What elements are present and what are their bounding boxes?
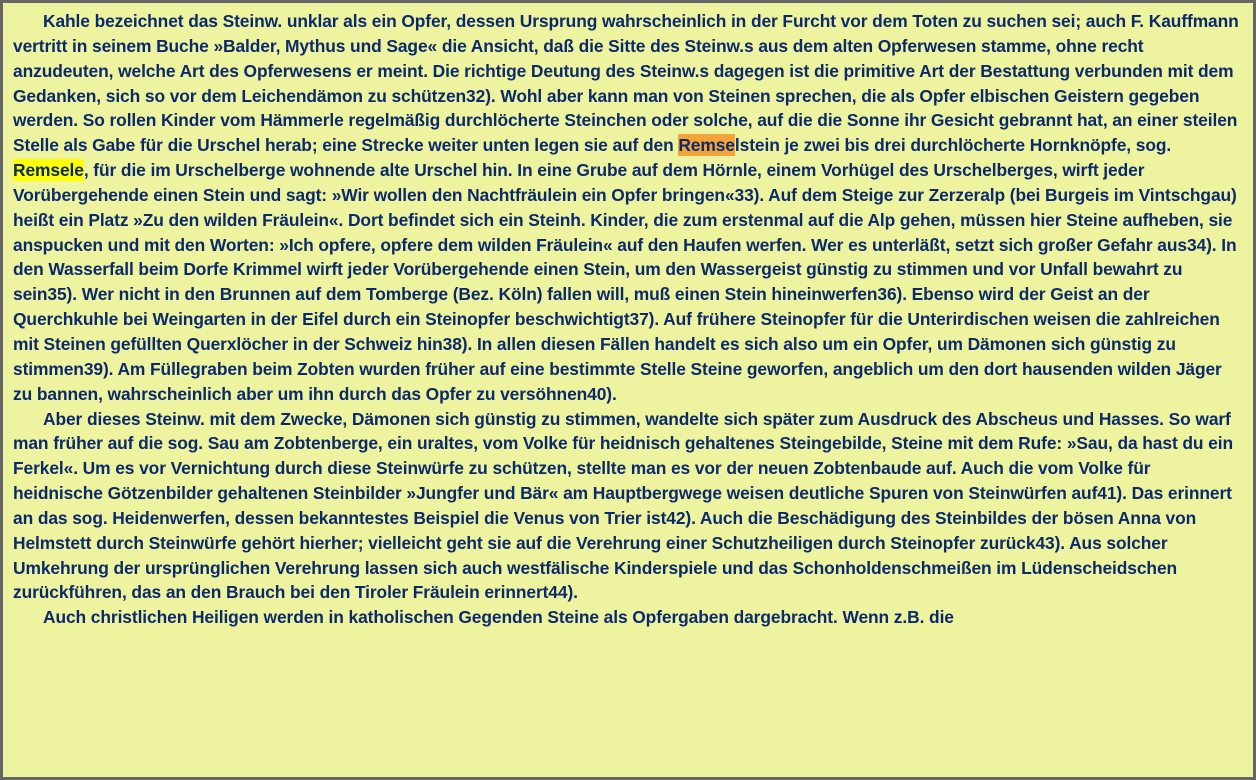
highlight-remse: Remse: [678, 135, 735, 156]
paragraph-3: Auch christlichen Heiligen werden in katholischen Gegenden Steine als Opfergaben dargebracht. Wenn z.B. die: [43, 607, 954, 628]
paragraph-1: [13, 9, 1243, 407]
paragraph-1-text-part-3: , für die im Urschelberge wohnende alte Urschel hin. In eine Grube auf dem Hörnle, einem Vorhügel des Urschelberges, wirft jeder Vorübergehende einen Stein und sagt: »Wir wollen den Nachtfräulein ein Opfer bringen«33). Auf dem Steige zur Zerzeralp (bei Burgeis im Vintschgau) heißt ein Platz »Zu den wilden Fräulein«. Dort befindet sich ein Steinh. Kinder, die zum erstenmal auf die Alp gehen, müssen hier Steine aufheben, sie anspucken und mit den Worten: »Ich opfere, opfere dem wilden Fräulein« auf den Haufen werfen. Wer es unterläßt, setzt sich großer Gefahr aus34). In den Wasserfall beim Dorfe Krimmel wirft jeder Vorübergehende einen Stein, um den Wassergeist günstig zu stimmen und vor Unfall bewahrt zu sein35). Wer nicht in den Brunnen auf dem Tomberge (Bez. Köln) fallen will, muß einen Stein hineinwerfen36). Ebenso wird der Geist an der Querchkuhle bei Weingarten in der Eifel durch ein Steinopfer beschwichtigt37). Auf frühere Steinopfer für die Unterirdischen weisen die zahlreichen mit Steinen gefüllten Querxlöcher in der Schweiz hin38). In allen diesen Fällen handelt es sich also um ein Opfer, um Dämonen sich günstig zu stimmen39). Am Füllegraben beim Zobten wurden früher auf eine bestimmte Stelle Steine geworfen, angeblich um den dort hausenden wilden Jäger zu bannen, wahrscheinlich aber um ihn durch das Opfer zu versöhnen40).: [13, 160, 1237, 404]
paragraph-2: Aber dieses Steinw. mit dem Zwecke, Dämonen sich günstig zu stimmen, wandelte sich später zum Ausdruck des Abscheus und Hasses. So warf man früher auf die sog. Sau am Zobtenberge, ein uraltes, vom Volke für heidnisch gehaltenes Steingebilde, Steine mit dem Rufe: »Sau, da hast du ein Ferkel«. Um es vor Vernichtung durch diese Steinwürfe zu schützen, stellte man es vor der neuen Zobtenbaude auf. Auch die vom Volke für heidnische Götzenbilder gehaltenen Steinbilder »Jungfer und Bär« am Hauptbergwege weisen deutliche Spuren von Steinwürfen auf41). Das erinnert an das sog. Heidenwerfen, dessen bekanntestes Beispiel die Venus von Trier ist42). Auch die Beschädigung des Steinbildes der bösen Anna von Helmstett durch Steinwürfe gehört hierher; vielleicht geht sie auf die Verehrung einer Schutzheiligen durch Steinopfer zurück43). Aus solcher Umkehrung der ursprünglichen Verehrung lassen sich auch westfälische Kinderspiele und das Schonholdenschmeißen im Lüdenscheidschen zurückführen, das an den Brauch bei den Tiroler Fräulein erinnert44).: [13, 408, 1233, 603]
paragraph-1-text-part-1: Kahle bezeichnet das Steinw. unklar als ein Opfer, dessen Ursprung wahrscheinlich in der Furcht vor dem Toten zu suchen sei; auch F. Kauffmann vertritt in seinem Buche »Balder, Mythus und Sage« die Ansicht, daß die Sitte des Steinw.s aus dem alten Opferwesen stamme, ohne recht anzudeuten, welche Art des Opferwesens er meint. Die richtige Deutung des Steinw.s dagegen ist die primitive Art der Bestattung verbunden mit dem Gedanken, sich so vor dem Leichendämon zu schützen32). Wohl aber kann man von Steinen sprechen, die als Opfer elbischen Geistern gegeben werden. So rollen Kinder vom Hämmerle regelmäßig durchlöcherte Steinchen oder solche, auf die die Sonne ihr Gesicht gebrannt hat, an einer steilen Stelle als Gabe für die Urschel herab; eine Strecke weiter unten legen sie auf den: [13, 11, 1239, 156]
document-body: [13, 9, 1243, 630]
highlight-remsele: Remsele: [13, 160, 84, 181]
paragraph-1-text-part-2: lstein je zwei bis drei durchlöcherte Hornknöpfe, sog.: [734, 135, 1172, 156]
